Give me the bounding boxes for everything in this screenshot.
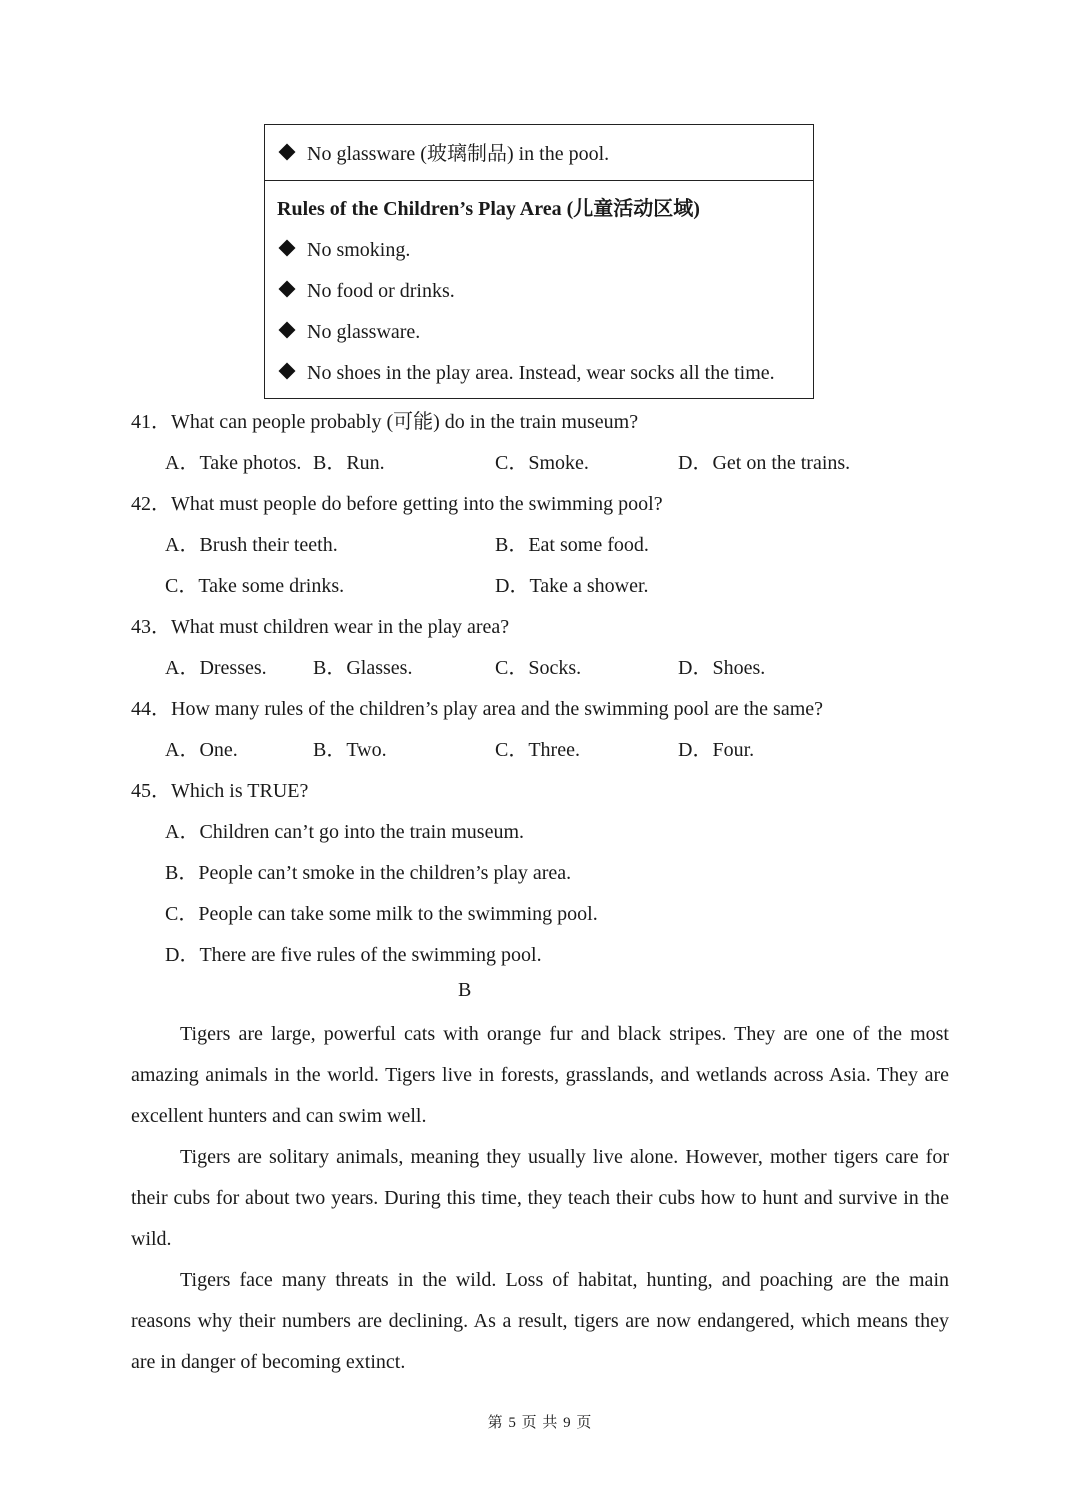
question-45 [131, 779, 308, 803]
diamond-bullet-icon [279, 144, 296, 161]
question-number: 43． [131, 616, 171, 638]
passage-paragraph-2: Tigers are solitary animals, meaning they usually live alone. However, mother tigers care for their cubs for about two years. During this time, they teach their cubs how to hunt and survive in the wild. [131, 1146, 949, 1250]
pool-rule-item [277, 142, 609, 166]
option-45-c: C．People can take some milk to the swimming pool. [165, 903, 598, 925]
question-text: Which is TRUE? [171, 780, 309, 802]
option-42-c: C．Take some drinks. [165, 575, 345, 597]
option-43-b: B．Glasses. [313, 657, 413, 679]
diamond-bullet-icon [279, 322, 296, 339]
option-43-c: C．Socks. [495, 657, 582, 679]
option-41-c: C．Smoke. [495, 452, 589, 474]
question-43 [131, 615, 509, 639]
play-area-rule-item [277, 361, 775, 385]
play-area-rule-item [277, 279, 455, 303]
diamond-bullet-icon [279, 363, 296, 380]
option-44-d: D．Four. [678, 739, 755, 761]
option-44-b: B．Two. [313, 739, 387, 761]
play-area-rule-text: No food or drinks. [307, 280, 455, 302]
option-41-d: D．Get on the trains. [678, 452, 851, 474]
question-number: 42． [131, 493, 171, 515]
question-text: What can people probably (可能) do in the train museum? [171, 411, 639, 433]
play-area-rule-text: No glassware. [307, 321, 421, 343]
play-area-rule-text: No shoes in the play area. Instead, wear socks all the time. [307, 362, 775, 384]
passage-paragraph-3: Tigers face many threats in the wild. Loss of habitat, hunting, and poaching are the main reasons why their numbers are declining. As a result, tigers are now endangered, which means they are in danger of becoming extinct. [131, 1269, 949, 1373]
question-number: 45． [131, 780, 171, 802]
play-area-rule-item [277, 320, 420, 344]
option-45-a: A．Children can’t go into the train museum. [165, 821, 525, 843]
play-area-title: Rules of the Children’s Play Area (儿童活动区域) [277, 198, 700, 220]
question-text: What must people do before getting into the swimming pool? [171, 493, 663, 515]
option-42-b: B．Eat some food. [495, 534, 649, 556]
pool-rule-text: No glassware (玻璃制品) in the pool. [307, 143, 610, 165]
option-45-b: B．People can’t smoke in the children’s play area. [165, 862, 572, 884]
question-41 [131, 410, 638, 434]
option-43-a: A．Dresses. [165, 657, 267, 679]
question-text: What must children wear in the play area? [171, 616, 510, 638]
box-divider [265, 180, 813, 181]
option-42-a: A．Brush their teeth. [165, 534, 338, 556]
diamond-bullet-icon [279, 281, 296, 298]
question-number: 44． [131, 698, 171, 720]
question-text: How many rules of the children’s play area and the swimming pool are the same? [171, 698, 824, 720]
question-number: 41． [131, 411, 171, 433]
passage-paragraph-1: Tigers are large, powerful cats with orange fur and black stripes. They are one of the most amazing animals in the world. Tigers live in forests, grasslands, and wetlands across Asia. They are excellent hunters and can swim well. [131, 1023, 949, 1127]
option-41-a: A．Take photos. [165, 452, 302, 474]
option-41-b: B．Run. [313, 452, 385, 474]
question-42 [131, 492, 663, 516]
play-area-rule-text: No smoking. [307, 239, 411, 261]
play-area-rule-item [277, 238, 410, 262]
diamond-bullet-icon [279, 240, 296, 257]
option-43-d: D．Shoes. [678, 657, 766, 679]
page-footer: 第 5 页 共 9 页 [487, 1415, 593, 1431]
question-44 [131, 697, 823, 721]
option-44-c: C．Three. [495, 739, 580, 761]
section-b-label: B [458, 979, 472, 1001]
rules-box [264, 124, 814, 399]
option-42-d: D．Take a shower. [495, 575, 649, 597]
option-44-a: A．One. [165, 739, 238, 761]
option-45-d: D．There are five rules of the swimming pool. [165, 944, 542, 966]
